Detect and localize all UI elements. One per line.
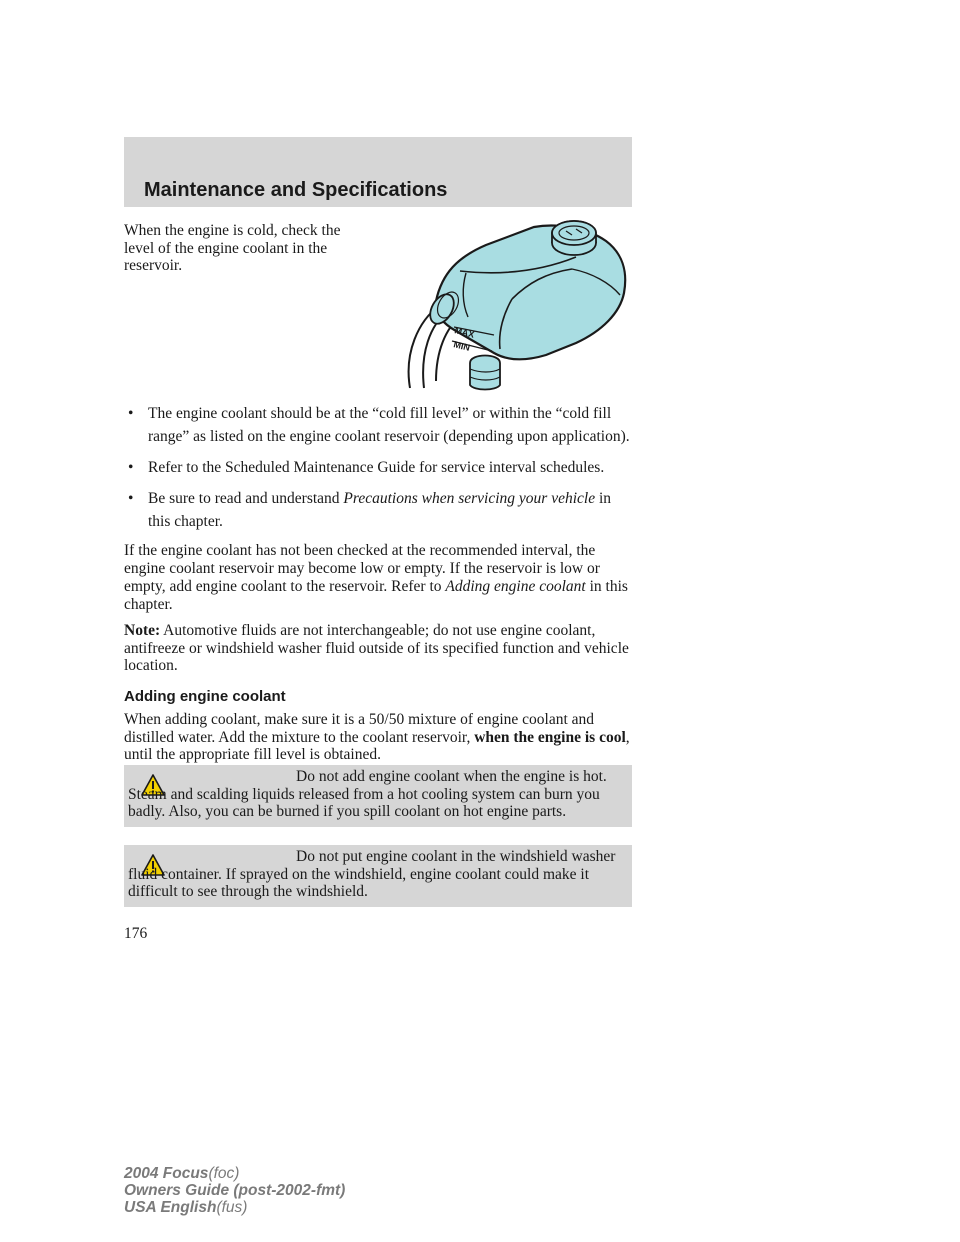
note-paragraph [124,622,636,675]
min-mark-label: MIN [452,339,471,353]
page-number: 176 [124,925,148,942]
check-coolant-bullets [124,402,634,541]
bullet-dot: • [128,405,134,422]
footer-model-code: (foc) [208,1165,240,1182]
footer-line-2 [124,1182,345,1199]
bullet-text-pre: Be sure to read and understand [148,490,344,507]
intro-text: When the engine is cold, check the level of the engine coolant in the reservoir. [124,222,341,274]
footer-line-1 [124,1165,345,1182]
adding-coolant-paragraph [124,711,636,764]
precautions-reference: Precautions when servicing your vehicle [343,490,596,507]
list-item [124,456,634,479]
adding-text-post: , until the appropriate fill level is obtained. [124,728,630,763]
adding-coolant-heading: Adding engine coolant [124,688,286,705]
bullet-dot: • [128,459,134,476]
warning-text: Do not put engine coolant in the windshield washer fluid container. If sprayed on the windshield, engine coolant could make it difficult to see through the windshield. [128,848,616,900]
footer-line-3 [124,1199,345,1216]
interval-text-post: in this chapter. [124,578,628,613]
bullet-text: The engine coolant should be at the “cold fill level” or within the “cold fill range” as listed on the engine coolant reservoir (depending upon application). [148,405,630,445]
interval-paragraph [124,542,636,614]
document-footer [124,1165,345,1216]
bullet-text-post: in this chapter. [148,490,612,530]
section-title: Maintenance and Specifications [144,179,448,201]
max-mark-label: MAX [453,325,476,340]
note-text: Automotive fluids are not interchangeable; do not use engine coolant, antifreeze or windshield washer fluid outside of its specified function and vehicle location. [124,622,629,674]
footer-guide: Owners Guide (post-2002-fmt) [124,1182,346,1199]
footer-language-code: (fus) [216,1199,248,1216]
interval-text: If the engine coolant has not been checked at the recommended interval, the engine coolant reservoir may become low or empty. If the reservoir is low or empty, add engine coolant to the reservoir. Refer to [124,542,600,595]
adding-coolant-reference: Adding engine coolant [445,578,586,595]
coolant-reservoir-illustration [396,213,636,391]
bullet-dot: • [128,490,134,507]
adding-text: When adding coolant, make sure it is a 50/50 mixture of engine coolant and distilled water. Add the mixture to the coolant reservoir, [124,711,595,746]
engine-cool-emphasis: when the engine is cool [474,728,626,746]
bullet-text: Refer to the Scheduled Maintenance Guide for service interval schedules. [148,459,605,476]
warning-text: Do not add engine coolant when the engine is hot. Steam and scalding liquids released from a hot cooling system can burn you badly. Also, you can be burned if you spill coolant on hot engine parts. [128,768,607,820]
list-item [124,402,634,448]
footer-language: USA English [124,1199,217,1216]
list-item [124,487,634,533]
footer-model: 2004 Focus [124,1165,209,1182]
warning-box-washer-fluid [124,845,632,907]
warning-box-hot-engine [124,765,632,827]
section-header-band [124,137,632,207]
note-label: Note: [124,622,161,639]
